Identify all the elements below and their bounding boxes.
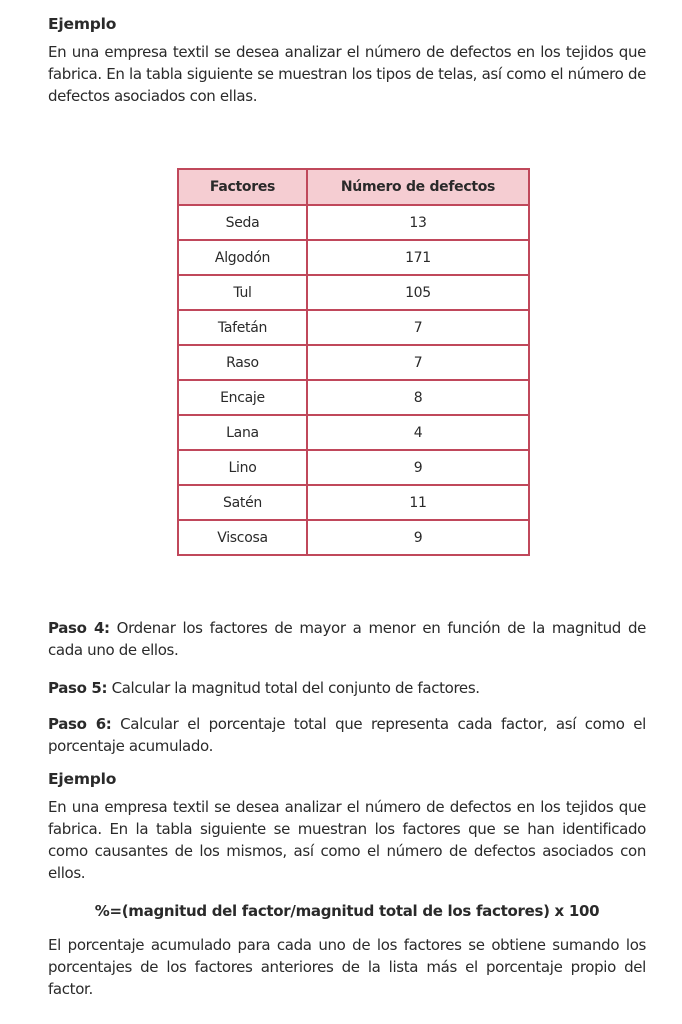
defects-cell: 7 xyxy=(307,345,529,380)
table-row xyxy=(178,520,529,555)
defects-cell: 9 xyxy=(307,450,529,485)
table-row xyxy=(178,310,529,345)
factor-cell: Lana xyxy=(178,415,307,450)
defects-cell: 11 xyxy=(307,485,529,520)
defects-cell: 13 xyxy=(307,205,529,240)
defects-cell: 9 xyxy=(307,520,529,555)
defects-cell: 105 xyxy=(307,275,529,310)
defects-cell: 7 xyxy=(307,310,529,345)
table-row xyxy=(178,205,529,240)
factor-cell: Raso xyxy=(178,345,307,380)
step-5 xyxy=(48,677,646,699)
defects-table xyxy=(177,168,530,556)
closing-paragraph: El porcentaje acumulado para cada uno de los factores se obtiene sumando los porcentajes de los factores anteriores de la lista más el porcentaje propio del factor. xyxy=(48,936,646,998)
step-text: Ordenar los factores de mayor a menor en función de la magnitud de cada uno de ellos. xyxy=(48,619,646,659)
step-label: Paso 4: xyxy=(48,619,110,637)
section-paragraph: En una empresa textil se desea analizar el número de defectos en los tejidos que fabrica. En la tabla siguiente se muestran los tipos de telas, así como el número de defectos asociados con ellas. xyxy=(48,43,646,105)
step-label: Paso 6: xyxy=(48,715,112,733)
section-title: Ejemplo xyxy=(48,770,117,788)
factor-cell: Lino xyxy=(178,450,307,485)
table-row xyxy=(178,450,529,485)
table-row xyxy=(178,415,529,450)
factor-cell: Satén xyxy=(178,485,307,520)
table-row xyxy=(178,485,529,520)
column-header-defectos: Número de defectos xyxy=(307,169,529,205)
factor-cell: Tafetán xyxy=(178,310,307,345)
defects-cell: 171 xyxy=(307,240,529,275)
table-row xyxy=(178,380,529,415)
table-row xyxy=(178,345,529,380)
step-text: Calcular el porcentaje total que representa cada factor, así como el porcentaje acumulado. xyxy=(48,715,646,755)
section-paragraph: En una empresa textil se desea analizar el número de defectos en los tejidos que fabrica. En la tabla siguiente se muestran los factores que se han identificado como causantes de los mismos, así como el número de defectos asociados con ellos. xyxy=(48,798,646,882)
factor-cell: Tul xyxy=(178,275,307,310)
factor-cell: Seda xyxy=(178,205,307,240)
table-header-row xyxy=(178,169,529,205)
table-row xyxy=(178,240,529,275)
defects-cell: 4 xyxy=(307,415,529,450)
step-4 xyxy=(48,617,646,661)
defects-table-container xyxy=(177,168,530,556)
factor-cell: Algodón xyxy=(178,240,307,275)
table-row xyxy=(178,275,529,310)
step-6 xyxy=(48,713,646,757)
step-text: Calcular la magnitud total del conjunto de factores. xyxy=(107,679,480,697)
column-header-factores: Factores xyxy=(178,169,307,205)
defects-cell: 8 xyxy=(307,380,529,415)
percentage-formula: %=(magnitud del factor/magnitud total de los factores) x 100 xyxy=(94,902,600,920)
step-label: Paso 5: xyxy=(48,679,108,697)
factor-cell: Encaje xyxy=(178,380,307,415)
section-title: Ejemplo xyxy=(48,15,117,33)
factor-cell: Viscosa xyxy=(178,520,307,555)
